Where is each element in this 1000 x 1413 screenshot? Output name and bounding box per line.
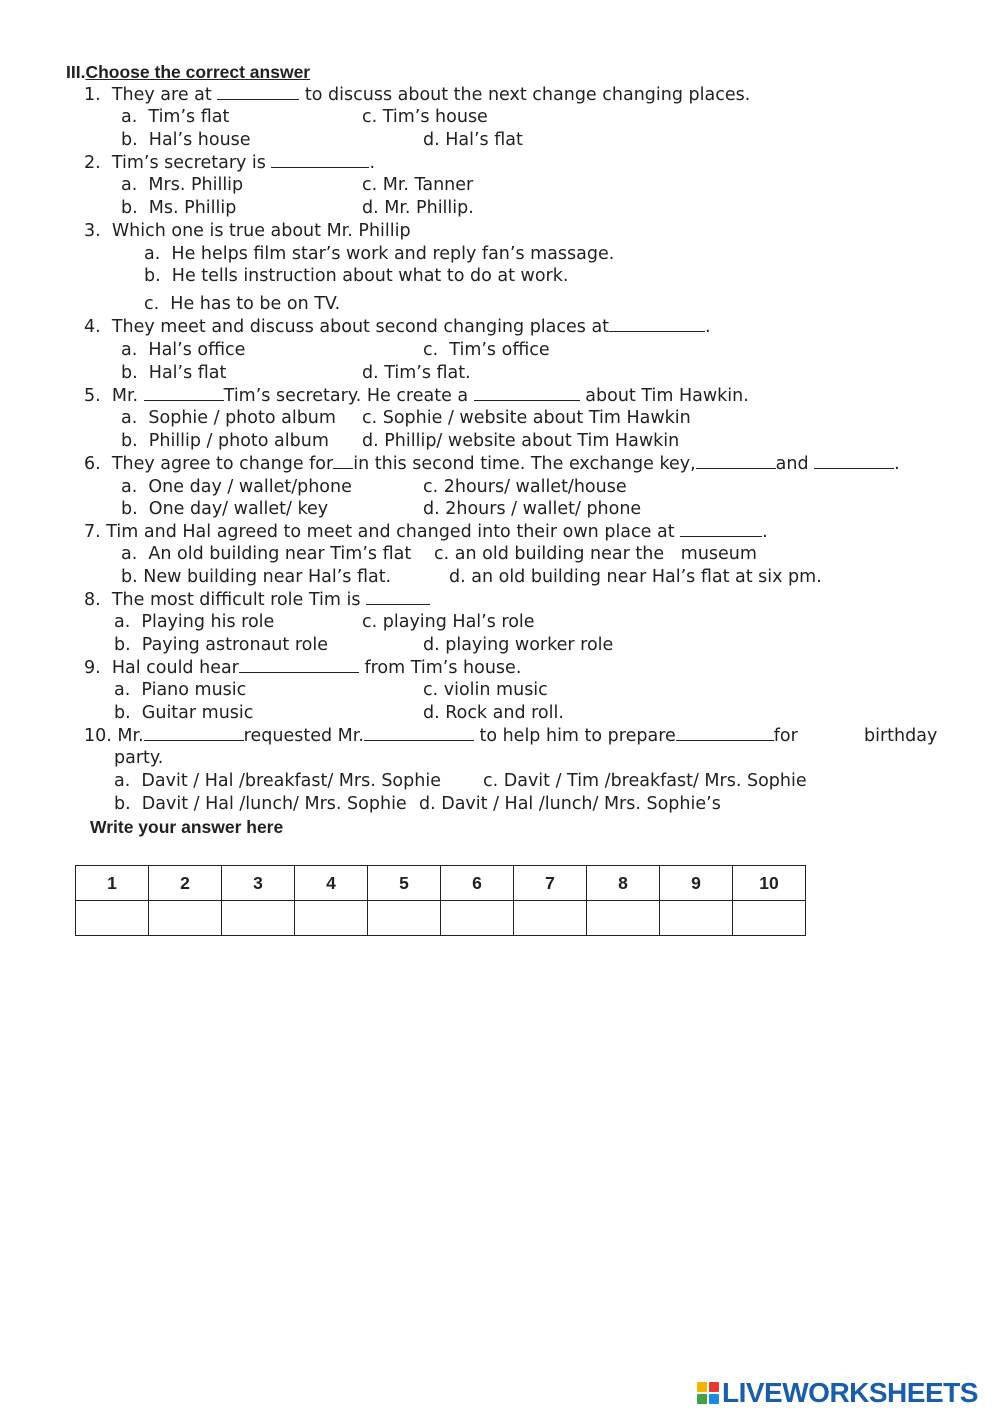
option-b: b. He tells instruction about what to do at work. xyxy=(144,266,569,286)
question-number: 5. xyxy=(84,386,101,406)
question-text: Mr. xyxy=(117,726,144,746)
logo-block xyxy=(697,1382,707,1392)
answer-input-cell[interactable] xyxy=(149,901,222,936)
answer-input-cell[interactable] xyxy=(514,901,587,936)
answer-blank[interactable] xyxy=(333,454,353,469)
logo-blocks-icon xyxy=(697,1382,719,1404)
answer-input-cell[interactable] xyxy=(76,901,149,936)
question-text: Mr. xyxy=(111,386,144,406)
question-text: party. xyxy=(114,748,164,768)
question-text: . xyxy=(705,317,711,337)
option-a: a. Mrs. Phillip xyxy=(121,175,244,195)
question-1 xyxy=(84,84,750,106)
option-c: c. Sophie / website about Tim Hawkin xyxy=(362,408,691,428)
option-b: b. Ms. Phillip xyxy=(121,198,237,218)
answer-header-cell: 3 xyxy=(222,866,295,901)
question-number: 1. xyxy=(84,85,101,105)
question-text: Hal could hear xyxy=(111,658,239,678)
question-2 xyxy=(84,152,375,174)
answer-table xyxy=(75,865,806,936)
question-4 xyxy=(84,316,711,338)
question-text: Which one is true about Mr. Phillip xyxy=(111,221,411,241)
option-c: c. He has to be on TV. xyxy=(144,294,341,314)
answer-blank[interactable] xyxy=(144,726,244,741)
answer-table-header-row xyxy=(76,866,806,901)
option-b: b. New building near Hal’s flat. xyxy=(121,567,392,587)
question-text: requested Mr. xyxy=(243,726,364,746)
answer-header-cell: 8 xyxy=(587,866,660,901)
question-text: . xyxy=(369,153,376,173)
question-text: . xyxy=(894,454,900,474)
answer-header-cell: 2 xyxy=(149,866,222,901)
option-d: d. 2hours / wallet/ phone xyxy=(423,499,642,519)
answer-blank[interactable] xyxy=(609,317,705,332)
question-text: Tim’s secretary. He create a xyxy=(223,386,474,406)
question-text: about Tim Hawkin. xyxy=(579,386,749,406)
answer-input-cell[interactable] xyxy=(368,901,441,936)
question-text: and xyxy=(775,454,815,474)
answer-header-cell: 1 xyxy=(76,866,149,901)
option-c: c. 2hours/ wallet/house xyxy=(423,477,627,497)
option-d: d. Rock and roll. xyxy=(423,703,564,723)
question-3 xyxy=(84,220,411,242)
option-d: d. an old building near Hal’s flat at six pm. xyxy=(449,567,822,587)
answer-input-cell[interactable] xyxy=(222,901,295,936)
answer-blank[interactable] xyxy=(217,85,299,100)
option-b: b. Hal’s flat xyxy=(121,363,227,383)
option-b: b. Paying astronaut role xyxy=(114,635,328,655)
answer-blank[interactable] xyxy=(144,386,224,401)
question-text: They meet and discuss about second changing places at xyxy=(111,317,610,337)
option-b: b. Davit / Hal /lunch/ Mrs. Sophie xyxy=(114,794,407,814)
answer-blank[interactable] xyxy=(271,153,369,168)
question-10 xyxy=(84,725,798,747)
option-c: c. violin music xyxy=(423,680,548,700)
answer-header-cell: 5 xyxy=(368,866,441,901)
section-title: Choose the correct answer xyxy=(85,62,311,82)
answer-header-cell: 7 xyxy=(514,866,587,901)
answer-header-cell: 4 xyxy=(295,866,368,901)
option-a: a. He helps film star’s work and reply fan’s massage. xyxy=(144,244,615,264)
answer-input-cell[interactable] xyxy=(733,901,806,936)
option-d: d. Mr. Phillip. xyxy=(362,198,474,218)
answer-header-cell: 6 xyxy=(441,866,514,901)
answer-blank[interactable] xyxy=(239,658,359,673)
write-answer-label: Write your answer here xyxy=(90,817,284,837)
question-text: The most difficult role Tim is xyxy=(111,590,367,610)
logo-block xyxy=(709,1394,719,1404)
question-text: They agree to change for xyxy=(111,454,334,474)
option-a: a. Davit / Hal /breakfast/ Mrs. Sophie xyxy=(114,771,441,791)
option-c: c. Tim’s house xyxy=(362,107,488,127)
question-6 xyxy=(84,453,900,475)
question-number: 9. xyxy=(84,658,101,678)
answer-blank[interactable] xyxy=(364,726,474,741)
answer-input-cell[interactable] xyxy=(660,901,733,936)
question-9 xyxy=(84,657,521,679)
question-text: for xyxy=(773,726,798,746)
option-d: d. Hal’s flat xyxy=(423,130,523,150)
logo-text: LIVEWORKSHEETS xyxy=(722,1377,978,1408)
liveworksheets-logo xyxy=(697,1378,978,1408)
answer-header-cell: 9 xyxy=(660,866,733,901)
question-text: Tim and Hal agreed to meet and changed into their own place at xyxy=(106,522,681,542)
option-b: b. Guitar music xyxy=(114,703,254,723)
question-7 xyxy=(84,521,768,543)
question-text: to discuss about the next change changing places. xyxy=(299,85,751,105)
answer-input-cell[interactable] xyxy=(587,901,660,936)
option-a: a. Tim’s flat xyxy=(121,107,230,127)
option-a: a. One day / wallet/phone xyxy=(121,477,352,497)
option-b: b. One day/ wallet/ key xyxy=(121,499,329,519)
option-a: a. An old building near Tim’s flat xyxy=(121,544,412,564)
answer-blank[interactable] xyxy=(474,386,580,401)
answer-input-cell[interactable] xyxy=(295,901,368,936)
logo-block xyxy=(709,1382,719,1392)
option-c: c. Tim’s office xyxy=(423,340,550,360)
question-8 xyxy=(84,589,430,611)
option-b: b. Hal’s house xyxy=(121,130,251,150)
question-text: birthday xyxy=(864,726,938,746)
answer-blank[interactable] xyxy=(814,454,894,469)
answer-input-cell[interactable] xyxy=(441,901,514,936)
option-d: d. playing worker role xyxy=(423,635,614,655)
option-b: b. Phillip / photo album xyxy=(121,431,329,451)
question-number: 4. xyxy=(84,317,101,337)
question-number: 6. xyxy=(84,454,101,474)
question-number: 3. xyxy=(84,221,101,241)
question-number: 2. xyxy=(84,153,101,173)
option-d: d. Davit / Hal /lunch/ Mrs. Sophie’s xyxy=(419,794,721,814)
answer-table-input-row xyxy=(76,901,806,936)
question-text: They are at xyxy=(111,85,218,105)
question-number: 8. xyxy=(84,590,101,610)
question-5 xyxy=(84,385,749,407)
question-text: in this second time. The exchange key, xyxy=(353,454,696,474)
option-d: d. Phillip/ website about Tim Hawkin xyxy=(362,431,680,451)
option-c: c. Mr. Tanner xyxy=(362,175,474,195)
question-number: 10. xyxy=(84,726,112,746)
answer-blank[interactable] xyxy=(676,726,774,741)
answer-blank[interactable] xyxy=(696,454,776,469)
question-number: 7. xyxy=(84,522,101,542)
option-c: c. an old building near the museum xyxy=(434,544,757,564)
question-text: Tim’s secretary is xyxy=(111,153,272,173)
option-d: d. Tim’s flat. xyxy=(362,363,471,383)
answer-blank[interactable] xyxy=(366,590,430,605)
answer-header-cell: 10 xyxy=(733,866,806,901)
section-roman: III. xyxy=(66,62,86,82)
option-c: c. playing Hal’s role xyxy=(362,612,535,632)
option-a: a. Playing his role xyxy=(114,612,275,632)
question-text: to help him to prepare xyxy=(473,726,676,746)
question-text: . xyxy=(762,522,768,542)
answer-blank[interactable] xyxy=(680,522,762,537)
section-heading xyxy=(66,61,310,83)
option-a: a. Sophie / photo album xyxy=(121,408,336,428)
option-a: a. Piano music xyxy=(114,680,247,700)
option-c: c. Davit / Tim /breakfast/ Mrs. Sophie xyxy=(483,771,807,791)
logo-block xyxy=(697,1394,707,1404)
question-text: from Tim’s house. xyxy=(358,658,522,678)
option-a: a. Hal’s office xyxy=(121,340,246,360)
